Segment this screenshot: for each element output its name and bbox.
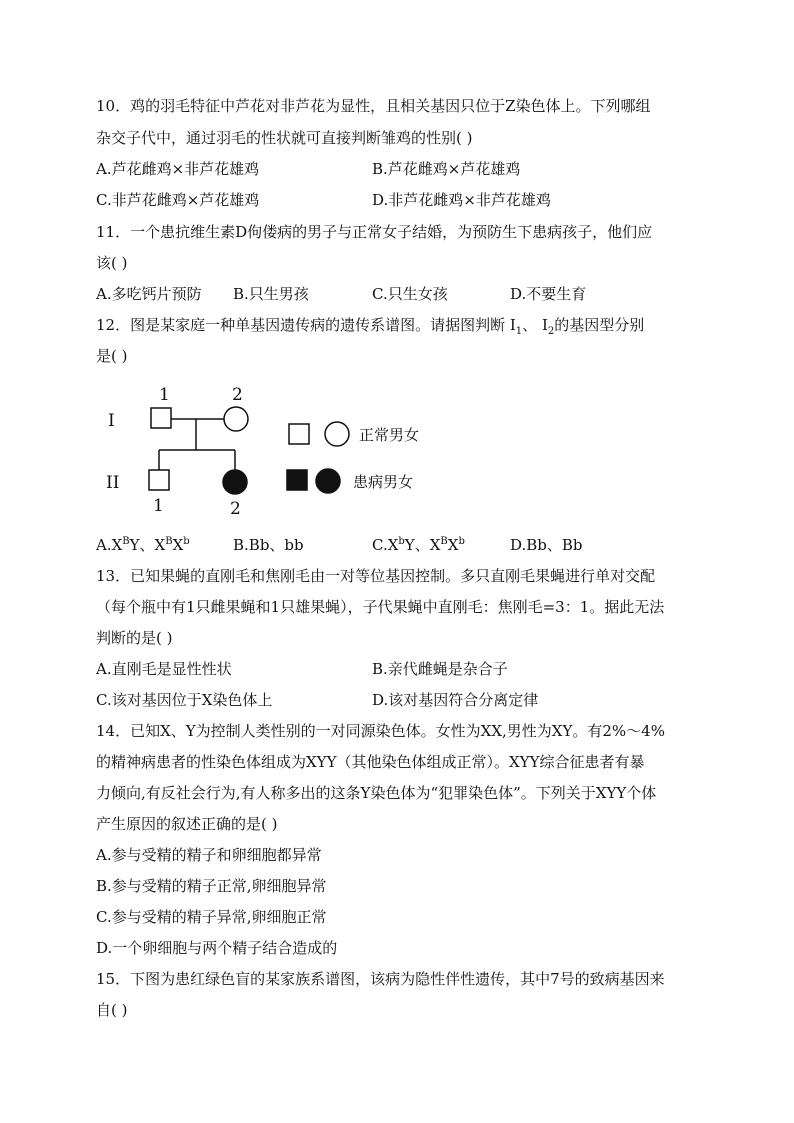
- legend-normal-label: 正常男女: [359, 426, 420, 444]
- q14-stem-line4: 产生原因的叙述正确的是( ): [96, 815, 278, 833]
- q12-option-c: $C.X^bY$、$X^BX^b$: [372, 536, 465, 554]
- male-normal-ii1: [149, 470, 169, 490]
- q12-option-d: D.Bb、Bb: [510, 536, 583, 554]
- q14-stem-line3: 力倾向,有反社会行为,有人称多出的这条Y染色体为“犯罪染色体”。下列关于XYY个体: [96, 784, 657, 802]
- individual-number-ii1: 1: [153, 496, 164, 516]
- q13-stem-line1: 13．已知果蝇的直刚毛和焦刚毛由一对等位基因控制。多只直刚毛果蝇进行单对交配: [96, 567, 656, 585]
- q10-option-b: B.芦花雌鸡×芦花雄鸡: [372, 160, 521, 178]
- q11-option-c: C.只生女孩: [372, 285, 448, 303]
- legend-affected-label: 患病男女: [353, 473, 414, 491]
- q13-option-b: B.亲代雌蝇是杂合子: [372, 660, 508, 678]
- q11-option-b: B.只生男孩: [233, 285, 309, 303]
- q10-option-c: C.非芦花雌鸡×芦花雄鸡: [96, 191, 260, 209]
- q13-option-d: D.该对基因符合分离定律: [372, 691, 539, 709]
- q12-stem-line2: 是( ): [96, 347, 128, 365]
- individual-number-i1: 1: [159, 385, 170, 405]
- q12-option-a: $A.X^BY$、$X^BX^b$: [96, 536, 190, 554]
- individual-number-ii2: 2: [230, 499, 241, 518]
- q14-stem-line2: 的精神病患者的性染色体组成为XYY（其他染色体组成正常）。XYY综合征患者有暴: [96, 753, 645, 771]
- q14-option-b: B.参与受精的精子正常,卵细胞异常: [96, 877, 327, 895]
- q14-stem-line1: 14．已知X、Y为控制人类性别的一对同源染色体。女性为XX,男性为XY。有2%～4%: [96, 722, 665, 740]
- individual-number-i2: 2: [232, 385, 243, 405]
- legend-normal-female-symbol: [325, 422, 349, 446]
- q14-option-d: D.一个卵细胞与两个精子结合造成的: [96, 939, 338, 957]
- generation-label-1: I: [108, 411, 115, 431]
- q10-stem-line2: 杂交子代中，通过羽毛的性状就可直接判断雏鸡的性别( ): [96, 129, 473, 147]
- q10-option-a: A.芦花雌鸡×非芦花雄鸡: [96, 160, 260, 178]
- legend-normal-male-symbol: [289, 424, 309, 444]
- q15-stem-line1: 15．下图为患红绿色盲的某家族系谱图，该病为隐性伴性遗传，其中7号的致病基因来: [96, 970, 665, 988]
- q13-option-a: A.直刚毛是显性性状: [96, 660, 232, 678]
- q11-stem-line1: 11．一个患抗维生素D佝偻病的男子与正常女子结婚，为预防生下患病孩子，他们应: [96, 223, 653, 241]
- q10-option-d: D.非芦花雌鸡×非芦花雄鸡: [372, 191, 551, 209]
- q10-stem-line1: 10．鸡的羽毛特征中芦花对非芦花为显性，且相关基因只位于Z染色体上。下列哪组: [96, 97, 651, 115]
- male-normal-i1: [151, 408, 171, 428]
- q13-stem-line2: （每个瓶中有1只雌果蝇和1只雄果蝇），子代果蝇中直刚毛：焦刚毛=3：1。据此无法: [96, 598, 665, 616]
- legend-affected-female-symbol: [316, 469, 340, 493]
- pedigree-diagram: [96, 378, 456, 518]
- q11-option-d: D.不要生育: [510, 285, 587, 303]
- generation-label-2: II: [106, 473, 120, 493]
- female-normal-i2: [224, 407, 248, 431]
- q12-option-b: B.Bb、bb: [233, 536, 304, 554]
- q14-option-c: C.参与受精的精子异常,卵细胞正常: [96, 908, 327, 926]
- q11-stem-line2: 该( ): [96, 254, 128, 272]
- legend-affected-male-symbol: [287, 470, 307, 490]
- female-affected-ii2: [223, 470, 247, 494]
- q13-option-c: C.该对基因位于X染色体上: [96, 691, 273, 709]
- q13-stem-line3: 判断的是( ): [96, 629, 173, 647]
- q12-stem-line1: 12．图是某家庭一种单基因遗传病的遗传系谱图。请据图判断 $Ⅰ_1$、 $Ⅰ_2$的基因型分别: [96, 316, 645, 337]
- q14-option-a: A.参与受精的精子和卵细胞都异常: [96, 846, 322, 864]
- q15-stem-line2: 自( ): [96, 1001, 128, 1019]
- q11-option-a: A.多吃钙片预防: [96, 285, 202, 303]
